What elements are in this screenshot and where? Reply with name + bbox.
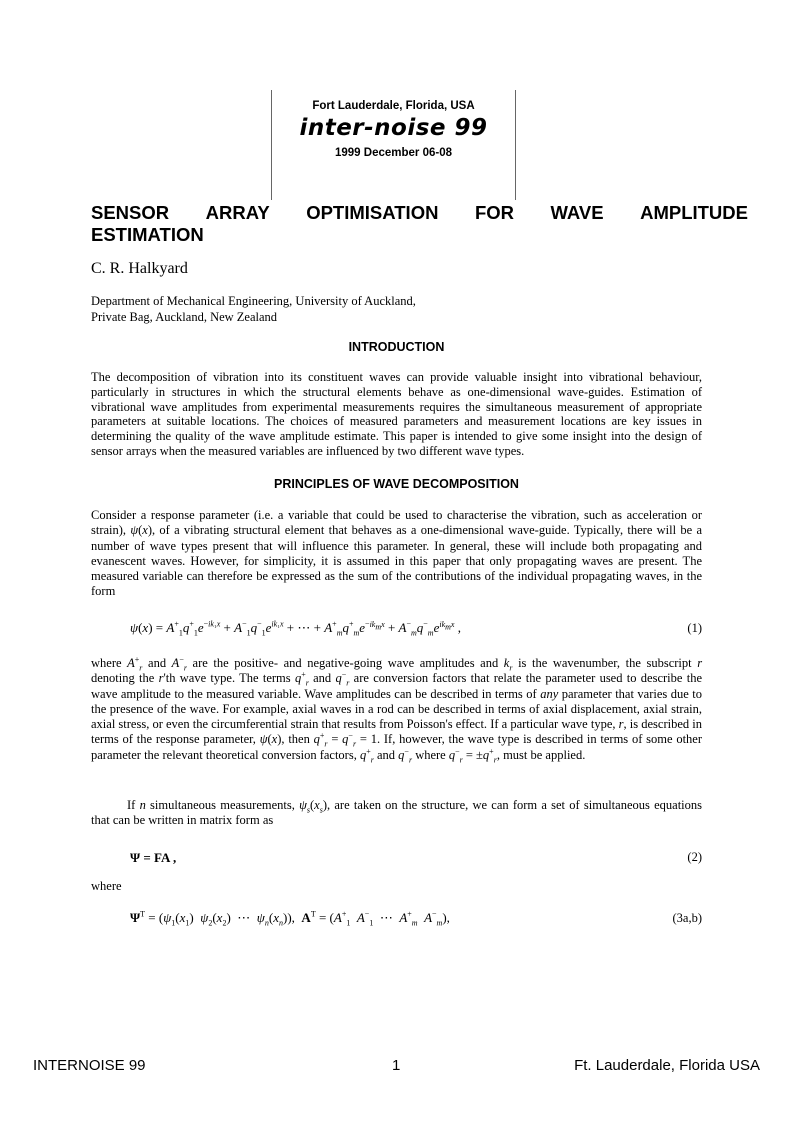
equation-2-label: (2)	[687, 850, 702, 864]
equation-2: Ψ = FA ,	[130, 850, 177, 865]
equation-1: $\psi(x) = A^+_1q^+_1e^{-ik_1x} + A^-_1q^-_1e^{ik_1x}$ + ⋯ + $A^+_mq^+_me^{-ik_mx} + A^-_mq^-_me^{ik_mx}$ ,	[130, 619, 461, 638]
conference-date: 1999 December 06-08	[335, 147, 452, 159]
conference-logo: inter-noise 99	[299, 115, 488, 141]
intro-heading: INTRODUCTION	[348, 340, 445, 354]
intro-paragraph: The decomposition of vibration into its constituent waves can provide valuable insight into vibrational behaviour, particularly in structures in which the structural elements behave as one-dimensional wave-guides. Estimation of vibrational wave amplitudes from experimental measurements requires the simultaneous measurement of appropriate parameters at suitable locations. The choices of measured parameters and measurement locations are key issues in determining the quality of the wave amplitude estimate. This paper is intended to give some insight into the design of sensor arrays when the measured variables are influenced by two different wave types.	[91, 370, 702, 458]
principles-paragraph-3: If n simultaneous measurements, $\psi_s(x_s)$, are taken on the structure, we can form a set of simultaneous equations that can be written in matrix form as	[91, 798, 703, 828]
title-line-2: ESTIMATION	[91, 224, 204, 245]
page-number: 1	[392, 1057, 401, 1074]
footer-left: INTERNOISE 99	[33, 1057, 146, 1074]
affiliation: Department of Mechanical Engineering, University of Auckland, Private Bag, Auckland, New Zealand	[91, 294, 416, 324]
footer-right: Ft. Lauderdale, Florida USA	[574, 1057, 760, 1074]
conference-location: Fort Lauderdale, Florida, USA	[312, 100, 475, 112]
conference-header	[271, 90, 516, 200]
principles-heading: PRINCIPLES OF WAVE DECOMPOSITION	[274, 477, 519, 491]
principles-paragraph-1: Consider a response parameter (i.e. a variable that could be used to characterise the vibration, such as acceleration or strain), ψ(x), of a vibrating structural element that behaves as a one-dimensional wave-guide. Typically, there will be a number of wave types present that will influence this parameter. In general, these will include both propagating and evanescent waves. However, for simplicity, it is assumed in this paper that only propagating waves are present. The measured variable can therefore be expressed as the sum of the contributions of the individual propagating waves, in the form	[91, 508, 702, 599]
title-line-1: SENSOR ARRAY OPTIMISATION FOR WAVE AMPLITUDE	[91, 202, 748, 223]
equation-1-label: (1)	[687, 621, 702, 635]
where-label: where	[91, 879, 122, 893]
author: C. R. Halkyard	[91, 260, 188, 277]
equation-3-label: (3a,b)	[672, 911, 702, 925]
paper-title	[91, 202, 748, 246]
principles-paragraph-2: where $A^+_r$ and $A^-_r$ are the positive- and negative-going wave amplitudes and $k_r$ is the wavenumber, the subscript r denoting the r'th wave type. The terms $q^+_r$ and $q^-_r$ are conversion factors that relate the parameter used to describe the wave amplitude to the measured variable. Wave amplitudes can be described in terms of any parameter that varies due to the presence of the wave. For example, axial waves in a rod can be described in terms of axial displacement, axial strain, axial stress, or even the circumferential strain that results from Poisson's effect. If a particular wave type, r, is described in terms of the response parameter, ψ(x), then $q^+_r = q^-_r = 1$. If, however, the wave type is described in terms of some other parameter the relevant theoretical conversion factors, $q^+_r$ and $q^-_r$ where $q^-_r = \pm q^+_r$, must be applied.	[91, 654, 703, 765]
equation-3: $\Psi^T = (\psi_1(x_1)$ $\psi_2(x_2)$ ⋯ $\psi_n(x_n)$), $A^T = (A^+_1$ $A^-_1$ ⋯ $A^+_m$ $A^-_m$),	[130, 909, 450, 928]
